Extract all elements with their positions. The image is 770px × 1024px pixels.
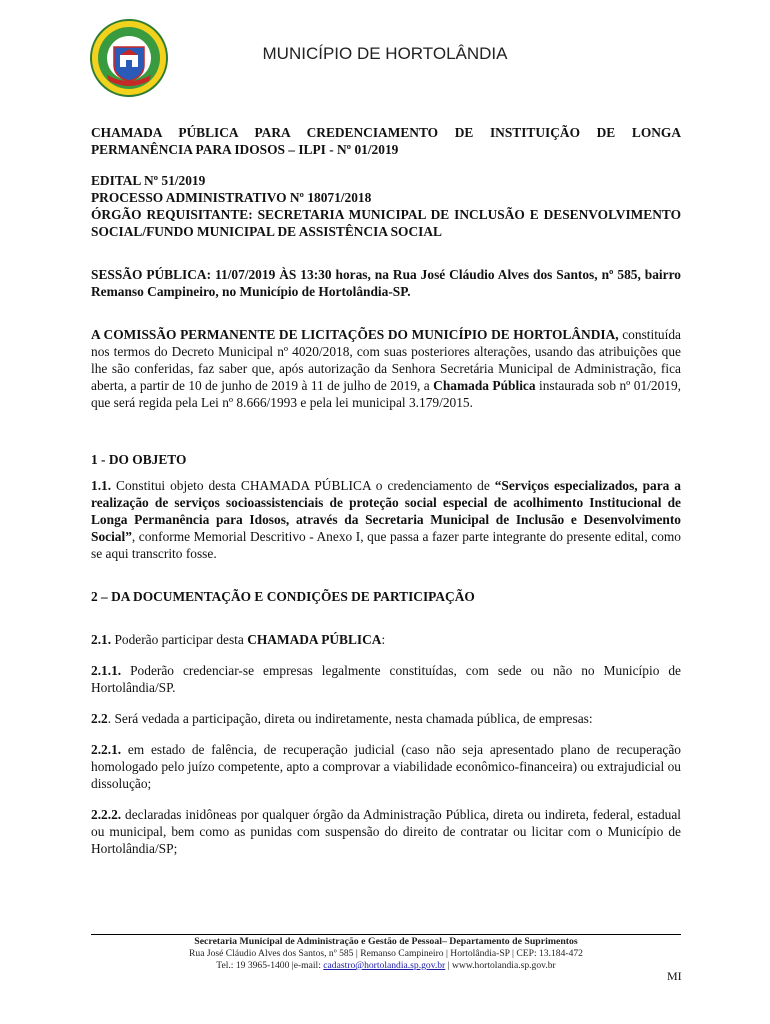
- footer-address: Rua José Cláudio Alves dos Santos, nº 585 | Remanso Campineiro | Hortolândia-SP | CEP: 13.184-472: [189, 948, 583, 959]
- clause-2-2-2: 2.2.2. declaradas inidôneas por qualquer órgão da Administração Pública, direta ou indireta, federal, estadual ou municipal, bem como as punidas com suspensão do direito de contratar ou licitar com o Município de Hortolândia/SP;: [91, 807, 681, 856]
- document-title: CHAMADA PÚBLICA PARA CREDENCIAMENTO DE INSTITUIÇÃO DE LONGA PERMANÊNCIA PARA IDOSOS – ILPI - Nº 01/2019: [91, 125, 681, 157]
- clause-2-2: 2.2. Será vedada a participação, direta ou indiretamente, nesta chamada pública, de empresas:: [91, 711, 593, 726]
- commission-name: A COMISSÃO PERMANENTE DE LICITAÇÕES DO MUNICÍPIO DE HORTOLÂNDIA,: [91, 327, 619, 342]
- clause-2-2-1: 2.2.1. em estado de falência, de recuperação judicial (caso não seja apresentado plano de recuperação homologado pelo juízo competente, apto a comprovar a viabilidade econômico-financeira) ou extrajudicial ou dissolução;: [91, 742, 681, 791]
- page-footer: [91, 936, 681, 972]
- intro-paragraph: A COMISSÃO PERMANENTE DE LICITAÇÕES DO MUNICÍPIO DE HORTOLÂNDIA, constituída nos termos do Decreto Municipal nº 4020/2018, com suas posteriores alterações, usando das atribuições que lhe são conferidas, faz saber que, após autorização da Senhora Secretária Municipal de Administração, fica aberta, a partir de 10 de junho de 2019 à 11 de julho de 2019, a Chamada Pública instaurada sob nº 01/2019, que será regida pela Lei nº 8.666/1993 e pela lei municipal 3.179/2015.: [91, 327, 681, 410]
- footer-contact: Tel.: 19 3965-1400 |e-mail: cadastro@hortolandia.sp.gov.br | www.hortolandia.sp.gov.br: [216, 960, 556, 971]
- edital-number: EDITAL Nº 51/2019: [91, 173, 206, 188]
- footer-department: Secretaria Municipal de Administração e Gestão de Pessoal– Departamento de Suprimentos: [194, 936, 578, 947]
- sessao-publica: SESSÃO PÚBLICA: 11/07/2019 ÀS 13:30 horas, na Rua José Cláudio Alves dos Santos, nº 585, bairro Remanso Campineiro, no Município de Hortolândia-SP.: [91, 267, 681, 299]
- orgao-requisitante: ÓRGÃO REQUISITANTE: SECRETARIA MUNICIPAL DE INCLUSÃO E DESENVOLVIMENTO SOCIAL/FUNDO MUNICIPAL DE ASSISTÊNCIA SOCIAL: [91, 207, 681, 239]
- processo-number: PROCESSO ADMINISTRATIVO Nº 18071/2018: [91, 190, 372, 205]
- clause-2-1: 2.1. Poderão participar desta CHAMADA PÚBLICA:: [91, 632, 386, 647]
- document-body: [91, 124, 681, 857]
- clause-2-1-1: 2.1.1. Poderão credenciar-se empresas legalmente constituídas, com sede ou não no Município de Hortolândia/SP.: [91, 663, 681, 695]
- footer-divider: [91, 934, 681, 935]
- page-initials: MI: [667, 969, 682, 983]
- municipality-title: MUNICÍPIO DE HORTOLÂNDIA: [262, 44, 508, 63]
- clause-1-1: 1.1. Constitui objeto desta CHAMADA PÚBLICA o credenciamento de “Serviços especializados, para a realização de serviços socioassistenciais de proteção social especial de acolhimento Institucional de Longa Permanência para Idosos, através da Secretaria Municipal de Inclusão e Desenvolvimento Social”, conforme Memorial Descritivo - Anexo I, que passa a fazer parte integrante do presente edital, como se aqui transcrito fosse.: [91, 478, 681, 561]
- section-2-heading: 2 – DA DOCUMENTAÇÃO E CONDIÇÕES DE PARTICIPAÇÃO: [91, 589, 475, 604]
- footer-email-link[interactable]: cadastro@hortolandia.sp.gov.br: [323, 960, 446, 971]
- section-1-heading: 1 - DO OBJETO: [91, 452, 187, 467]
